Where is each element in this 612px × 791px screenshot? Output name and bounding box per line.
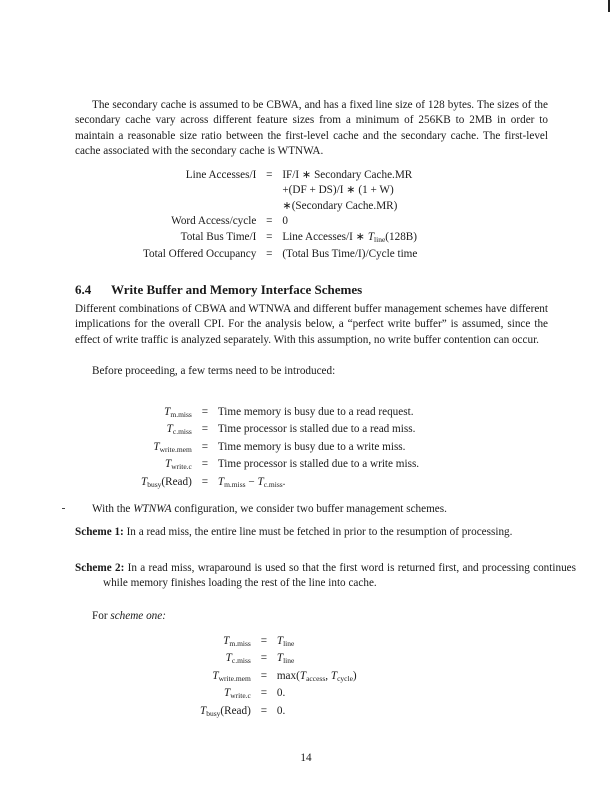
term-symbol: [141, 457, 192, 474]
equation-rhs: ∗(Secondary Cache.MR): [282, 199, 398, 212]
rhs-suffix: (128B): [385, 230, 417, 243]
equation-row: [200, 669, 357, 686]
scheme-1: [75, 525, 576, 540]
equation-lhs: [200, 669, 251, 686]
t-symbol: T: [224, 687, 231, 700]
rhs-prefix: Line Accesses/I ∗: [282, 230, 368, 243]
equals-sign: [256, 199, 282, 214]
scheme-one-intro: [75, 609, 548, 624]
section-paragraph: Different combinations of CBWA and WTNWA and different buffer management schemes have different implications for the overall CPI. For the analysis below, a “perfect write buffer” is assumed, since the effect of write traffic is analyzed separately. With this assumption, no write buffer contention can occur.: [75, 303, 548, 346]
config-prefix: With the: [92, 503, 134, 515]
subscript: busy: [206, 708, 221, 718]
equation-rhs: [277, 651, 357, 668]
t-symbol: T: [164, 406, 171, 418]
equation-lhs: [200, 686, 251, 703]
term-description: Time processor is stalled due to a write miss.: [217, 458, 420, 471]
term-symbol: [141, 440, 192, 457]
equals-sign: =: [260, 704, 268, 717]
equation-row: [200, 634, 357, 651]
equals-sign: =: [266, 248, 273, 261]
term-symbol: [141, 422, 192, 439]
t-symbol: T: [165, 458, 172, 471]
equation-row: [143, 230, 417, 247]
equation-rhs: [282, 230, 417, 247]
equals-sign: =: [260, 635, 268, 647]
equation-rhs: 0.: [276, 704, 286, 717]
t-symbol: T: [223, 635, 230, 647]
equation-rhs: [277, 634, 357, 651]
subscript: c.miss: [231, 656, 251, 666]
term-row: [141, 457, 419, 474]
equation-rhs: [277, 669, 357, 686]
t-symbol: T: [153, 440, 160, 453]
term-row: [141, 475, 419, 492]
subscript: busy: [147, 479, 162, 489]
intro-emphasis: scheme one:: [110, 610, 166, 622]
t-symbol: T: [225, 652, 232, 665]
scan-edge-mark: [608, 0, 610, 12]
equals-sign: [256, 183, 282, 198]
t-symbol: T: [367, 230, 375, 243]
equation-lhs: [200, 651, 251, 668]
equals-sign: =: [266, 169, 273, 181]
t-symbol: T: [257, 475, 264, 488]
equals-sign: =: [260, 669, 268, 682]
suffix: (Read): [220, 704, 251, 717]
term-row: [141, 440, 419, 457]
equation-row: [143, 199, 417, 214]
equation-row: [200, 686, 357, 703]
t-symbol: T: [200, 704, 207, 717]
terms-definitions: [141, 405, 419, 492]
equation-rhs: IF/I ∗ Secondary Cache.MR: [282, 169, 413, 181]
subscript: write.mem: [218, 673, 251, 683]
before-proceeding-line: Before proceeding, a few terms need to be introduced:: [92, 365, 336, 377]
equation-lhs: [200, 634, 251, 651]
subscript: write.mem: [159, 444, 192, 454]
equals-sign: =: [260, 687, 268, 700]
equation-lhs: Total Offered Occupancy: [143, 248, 257, 261]
subscript: access: [306, 673, 326, 683]
intro-prefix: For: [92, 610, 111, 622]
max-open: max(: [276, 669, 300, 682]
equals-sign: =: [201, 406, 209, 418]
section-title: Write Buffer and Memory Interface Schemes: [111, 282, 363, 297]
t-symbol: T: [166, 423, 173, 436]
equation-lhs: Line Accesses/I: [185, 169, 257, 181]
t-symbol: T: [212, 669, 219, 682]
term-description: Time processor is stalled due to a read miss.: [217, 423, 416, 436]
subscript: cycle: [337, 673, 353, 683]
equation-row: [143, 247, 417, 262]
t-symbol: T: [217, 475, 225, 488]
subscript: line: [283, 656, 295, 666]
subscript: c.miss: [263, 479, 283, 489]
scheme-one-equations: [200, 634, 357, 721]
subscript: line: [374, 234, 386, 244]
equation-rhs: (Total Bus Time/I)/Cycle time: [282, 248, 418, 261]
equation-row: [200, 651, 357, 668]
t-symbol: T: [330, 669, 338, 682]
config-emphasis: WTNWA: [133, 503, 172, 515]
equation-row: [143, 168, 417, 183]
bus-time-equations: [143, 168, 417, 262]
term-symbol: [141, 475, 192, 492]
subscript: m.miss: [224, 479, 246, 489]
page-number: 14: [300, 752, 312, 764]
scheme-2: [75, 561, 576, 592]
section-heading: [75, 282, 362, 298]
equation-rhs: +(DF + DS)/I ∗ (1 + W): [282, 184, 394, 197]
equals-sign: =: [201, 458, 209, 471]
scheme-text: In a read miss, wraparound is used so that the first word is returned first, and processing continues while memory finishes loading the rest of the line into cache.: [103, 562, 576, 590]
equation-lhs: Word Access/cycle: [171, 215, 257, 228]
term-symbol: [141, 405, 192, 422]
subscript: m.miss: [229, 639, 251, 648]
equation-rhs: 0: [282, 215, 288, 228]
scheme-label: Scheme 1:: [75, 526, 124, 538]
config-line: [75, 502, 548, 517]
term-row: [141, 405, 419, 422]
equation-row: [200, 704, 357, 721]
subscript: write.c: [230, 691, 251, 701]
equation-lhs: [143, 199, 256, 214]
subscript: m.miss: [170, 410, 192, 419]
equals-sign: =: [260, 652, 268, 665]
equation-row: [143, 183, 417, 198]
scheme-label: Scheme 2:: [75, 562, 125, 574]
t-symbol: T: [141, 475, 148, 488]
subscript: line: [283, 639, 295, 648]
subscript: c.miss: [172, 427, 192, 437]
equation-lhs: [143, 183, 256, 198]
equals-sign: =: [201, 423, 209, 436]
term-row: [141, 422, 419, 439]
max-close: ): [352, 669, 357, 682]
comma: ,: [325, 669, 331, 682]
t-symbol: T: [276, 635, 284, 647]
suffix: (Read): [161, 475, 192, 488]
scan-artifact: [62, 508, 65, 509]
equation-lhs: Total Bus Time/I: [180, 230, 257, 243]
equals-sign: =: [201, 440, 209, 453]
equals-sign: =: [266, 215, 273, 228]
equation-lhs: [200, 704, 251, 721]
t-symbol: T: [299, 669, 307, 682]
term-description: [218, 475, 419, 492]
section-number: 6.4: [75, 282, 92, 297]
period: .: [282, 475, 286, 488]
t-symbol: T: [276, 652, 284, 665]
term-description: Time memory is busy due to a write miss.: [217, 440, 406, 453]
minus-sign: −: [245, 475, 258, 488]
term-description: Time memory is busy due to a read request.: [217, 406, 414, 418]
subscript: write.c: [171, 462, 192, 472]
scheme-text: In a read miss, the entire line must be fetched in prior to the resumption of processing.: [126, 526, 513, 538]
intro-paragraph: The secondary cache is assumed to be CBWA, and has a fixed line size of 128 bytes. The sizes of the secondary cache vary across different feature sizes from a minimum of 256KB to 2MB in order to maintain a reasonable size ratio between the first-level cache and the secondary cache. The first-level cache associated with the secondary cache is WTNWA.: [75, 99, 548, 158]
config-suffix: configuration, we consider two buffer management schemes.: [171, 503, 447, 515]
equals-sign: =: [201, 475, 209, 488]
equation-row: [143, 214, 417, 229]
equals-sign: =: [266, 230, 273, 243]
equation-rhs: 0.: [276, 687, 286, 700]
